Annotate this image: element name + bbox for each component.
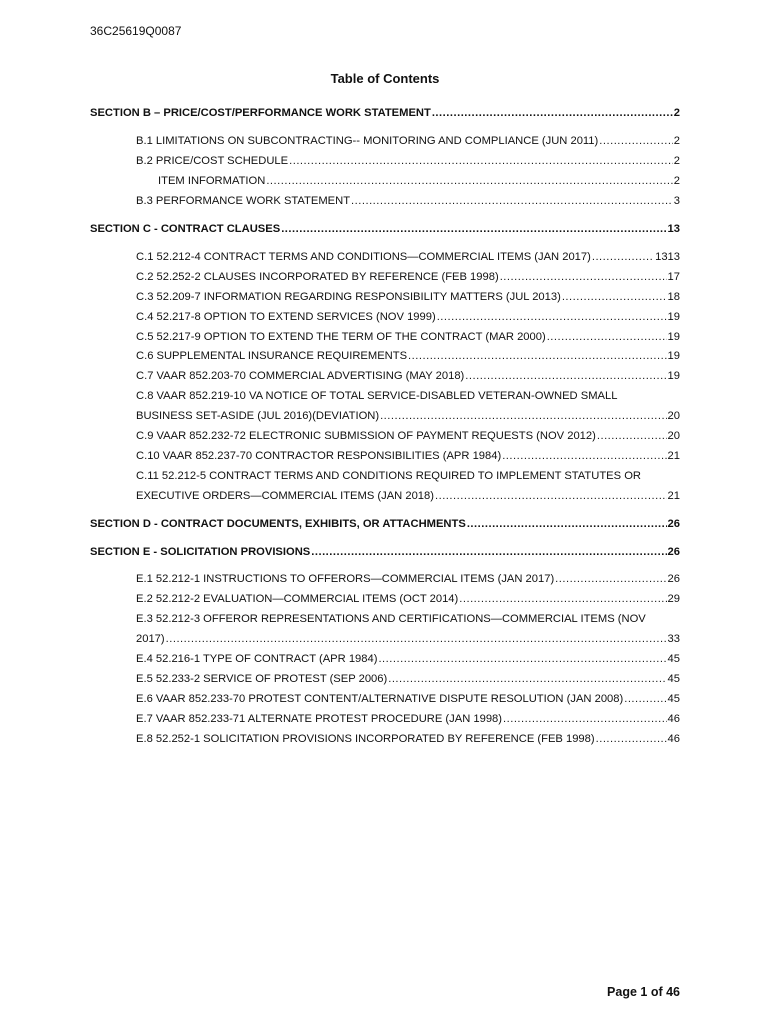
toc-page-number: 20 xyxy=(667,430,680,442)
toc-entry[interactable] xyxy=(136,652,680,666)
toc-entry[interactable] xyxy=(136,592,680,606)
toc-entry[interactable] xyxy=(158,174,680,188)
dot-leader xyxy=(380,409,666,423)
toc-page-number: 45 xyxy=(667,653,680,665)
dot-leader xyxy=(555,572,666,586)
dot-leader xyxy=(500,270,667,284)
toc-entry-text: E.7 VAAR 852.233-71 ALTERNATE PROTEST PROCEDURE (JAN 1998) xyxy=(136,713,502,725)
toc-entry-text: C.2 52.252-2 CLAUSES INCORPORATED BY REFERENCE (FEB 1998) xyxy=(136,271,499,283)
toc-entry[interactable] xyxy=(136,612,680,626)
toc-page-number: 29 xyxy=(667,593,680,605)
toc-entry-text: B.1 LIMITATIONS ON SUBCONTRACTING-- MONITORING AND COMPLIANCE (JUN 2011) xyxy=(136,135,599,147)
toc-entry[interactable] xyxy=(136,290,680,304)
document-id: 36C25619Q0087 xyxy=(90,24,182,38)
toc-entry-text: C.6 SUPPLEMENTAL INSURANCE REQUIREMENTS xyxy=(136,350,408,362)
toc-page-number: 1313 xyxy=(655,251,680,263)
toc-entry-text: B.3 PERFORMANCE WORK STATEMENT xyxy=(136,195,351,207)
toc-entry[interactable] xyxy=(136,732,680,746)
toc-page-number: 45 xyxy=(667,693,680,705)
toc-page-number: 19 xyxy=(667,311,680,323)
dot-leader xyxy=(166,632,667,646)
dot-leader xyxy=(437,310,667,324)
toc-entry[interactable] xyxy=(136,489,680,503)
toc-entry-text: E.6 VAAR 852.233-70 PROTEST CONTENT/ALTERNATIVE DISPUTE RESOLUTION (JAN 2008) xyxy=(136,693,624,705)
dot-leader xyxy=(597,429,667,443)
toc-page-number: 3 xyxy=(673,195,680,207)
toc-entry-text: BUSINESS SET-ASIDE (JUL 2016)(DEVIATION) xyxy=(136,410,380,422)
toc-page-number: 46 xyxy=(667,733,680,745)
toc-section-entry[interactable] xyxy=(90,517,680,531)
toc-entry-text: C.9 VAAR 852.232-72 ELECTRONIC SUBMISSION OF PAYMENT REQUESTS (NOV 2012) xyxy=(136,430,596,442)
dot-leader xyxy=(547,330,667,344)
dot-leader xyxy=(266,174,672,188)
toc-entry[interactable] xyxy=(136,194,680,208)
toc-entry[interactable] xyxy=(136,632,680,646)
toc-entry[interactable] xyxy=(136,369,680,383)
toc-entry[interactable] xyxy=(136,330,680,344)
toc-entry-text: EXECUTIVE ORDERS—COMMERCIAL ITEMS (JAN 2018) xyxy=(136,490,434,502)
dot-leader xyxy=(408,349,667,363)
toc-entry[interactable] xyxy=(136,134,680,148)
toc-entry[interactable] xyxy=(136,712,680,726)
toc-entry[interactable] xyxy=(136,389,680,403)
toc-entry-text: SECTION C - CONTRACT CLAUSES xyxy=(90,223,281,235)
dot-leader xyxy=(388,672,666,686)
dot-leader xyxy=(378,652,666,666)
toc-page-number: 18 xyxy=(667,291,680,303)
toc-entry-text: E.3 52.212-3 OFFEROR REPRESENTATIONS AND CERTIFICATIONS—COMMERCIAL ITEMS (NOV xyxy=(136,613,646,625)
toc-entry-text: SECTION D - CONTRACT DOCUMENTS, EXHIBITS, OR ATTACHMENTS xyxy=(90,518,466,530)
toc-entry[interactable] xyxy=(136,154,680,168)
toc-entry[interactable] xyxy=(136,429,680,443)
toc-section-entry[interactable] xyxy=(90,222,680,236)
toc-entry-text: B.2 PRICE/COST SCHEDULE xyxy=(136,155,289,167)
toc-page-number: 19 xyxy=(667,370,680,382)
toc-entry[interactable] xyxy=(136,672,680,686)
dot-leader xyxy=(351,194,673,208)
toc-entry-text: C.7 VAAR 852.203-70 COMMERCIAL ADVERTISING (MAY 2018) xyxy=(136,370,465,382)
toc-section-entry[interactable] xyxy=(90,106,680,120)
toc-entry-text: C.11 52.212-5 CONTRACT TERMS AND CONDITIONS REQUIRED TO IMPLEMENT STATUTES OR xyxy=(136,470,641,482)
toc-page-number: 2 xyxy=(673,135,680,147)
dot-leader xyxy=(592,250,654,264)
dot-leader xyxy=(562,290,667,304)
toc-entry-text: E.4 52.216-1 TYPE OF CONTRACT (APR 1984) xyxy=(136,653,378,665)
toc-entry[interactable] xyxy=(136,310,680,324)
toc-entry-text: ITEM INFORMATION xyxy=(158,175,266,187)
dot-leader xyxy=(289,154,673,168)
toc-entry[interactable] xyxy=(136,692,680,706)
toc-page-number: 21 xyxy=(667,450,680,462)
toc-entry[interactable] xyxy=(136,449,680,463)
dot-leader xyxy=(465,369,666,383)
toc-entry-text: C.3 52.209-7 INFORMATION REGARDING RESPONSIBILITY MATTERS (JUL 2013) xyxy=(136,291,561,303)
toc-page-number: 13 xyxy=(667,223,680,235)
toc-entry-text: C.1 52.212-4 CONTRACT TERMS AND CONDITIONS—COMMERCIAL ITEMS (JAN 2017) xyxy=(136,251,591,263)
page-number: Page 1 of 46 xyxy=(607,985,680,999)
toc-entry[interactable] xyxy=(136,270,680,284)
toc-entry[interactable] xyxy=(136,409,680,423)
dot-leader xyxy=(281,222,666,236)
toc-page-number: 33 xyxy=(667,633,680,645)
toc-page-number: 19 xyxy=(667,350,680,362)
toc-entry-text: SECTION B – PRICE/COST/PERFORMANCE WORK STATEMENT xyxy=(90,107,431,119)
toc-entry-text: C.4 52.217-8 OPTION TO EXTEND SERVICES (NOV 1999) xyxy=(136,311,436,323)
dot-leader xyxy=(459,592,666,606)
toc-page-number: 46 xyxy=(667,713,680,725)
toc-entry[interactable] xyxy=(136,250,680,264)
toc-entry[interactable] xyxy=(136,572,680,586)
dot-leader xyxy=(435,489,667,503)
dot-leader xyxy=(624,692,666,706)
dot-leader xyxy=(596,732,667,746)
toc-page-number: 20 xyxy=(667,410,680,422)
toc-page-number: 26 xyxy=(667,573,680,585)
toc-entry-text: 2017) xyxy=(136,633,165,645)
toc-entry-text: E.2 52.212-2 EVALUATION—COMMERCIAL ITEMS (OCT 2014) xyxy=(136,593,459,605)
dot-leader xyxy=(432,106,673,120)
dot-leader xyxy=(311,545,666,559)
toc-page-number: 19 xyxy=(667,331,680,343)
toc-entry-text: E.8 52.252-1 SOLICITATION PROVISIONS INCORPORATED BY REFERENCE (FEB 1998) xyxy=(136,733,595,745)
dot-leader xyxy=(467,517,667,531)
toc-page-number: 26 xyxy=(667,546,680,558)
dot-leader xyxy=(503,712,667,726)
toc-entry-text: E.1 52.212-1 INSTRUCTIONS TO OFFERORS—COMMERCIAL ITEMS (JAN 2017) xyxy=(136,573,555,585)
toc-entry-text: C.5 52.217-9 OPTION TO EXTEND THE TERM OF THE CONTRACT (MAR 2000) xyxy=(136,331,546,343)
toc-page-number: 17 xyxy=(667,271,680,283)
toc-page-number: 2 xyxy=(673,175,680,187)
toc-entry-text: SECTION E - SOLICITATION PROVISIONS xyxy=(90,546,311,558)
toc-entry[interactable] xyxy=(136,349,680,363)
toc-page-number: 26 xyxy=(667,518,680,530)
toc-page-number: 21 xyxy=(667,490,680,502)
toc-page-number: 2 xyxy=(673,107,680,119)
toc-page-number: 45 xyxy=(667,673,680,685)
dot-leader xyxy=(599,134,673,148)
dot-leader xyxy=(502,449,666,463)
toc-entry[interactable] xyxy=(136,469,680,483)
toc-section-entry[interactable] xyxy=(90,545,680,559)
toc-entry-text: E.5 52.233-2 SERVICE OF PROTEST (SEP 2006) xyxy=(136,673,388,685)
toc-page-number: 2 xyxy=(673,155,680,167)
page-title: Table of Contents xyxy=(330,71,440,86)
toc-entry-text: C.10 VAAR 852.237-70 CONTRACTOR RESPONSIBILITIES (APR 1984) xyxy=(136,450,502,462)
toc-entry-text: C.8 VAAR 852.219-10 VA NOTICE OF TOTAL SERVICE-DISABLED VETERAN-OWNED SMALL xyxy=(136,390,618,402)
